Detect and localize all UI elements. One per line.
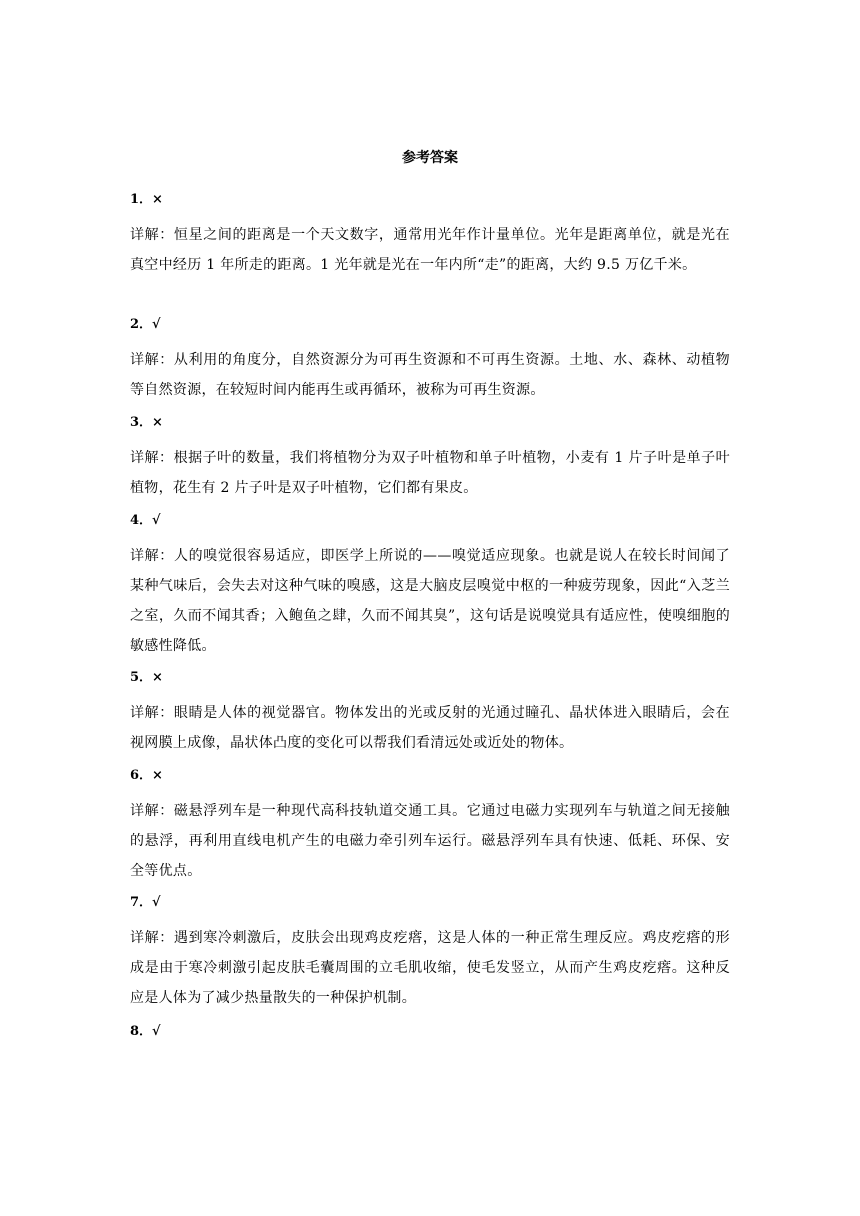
answer-number-2: 2．√ [130, 317, 161, 332]
answer-explanation-1: 详解：恒星之间的距离是一个天文数字，通常用光年作计量单位。光年是距离单位，就是光在真空中经历 1 年所走的距离。1 光年就是光在一年内所“走”的距离，大约 9.5 万亿千米。 [130, 227, 730, 273]
answer-number-4: 4．√ [130, 513, 161, 528]
answer-number-1: 1．× [130, 192, 163, 207]
answer-explanation-2: 详解：从利用的角度分，自然资源分为可再生资源和不可再生资源。土地、水、森林、动植物等自然资源，在较短时间内能再生或再循环，被称为可再生资源。 [130, 352, 730, 398]
answer-explanation-6: 详解：磁悬浮列车是一种现代高科技轨道交通工具。它通过电磁力实现列车与轨道之间无接触的悬浮，再利用直线电机产生的电磁力牵引列车运行。磁悬浮列车具有快速、低耗、环保、安全等优点。 [130, 803, 730, 879]
answer-explanation-3: 详解：根据子叶的数量，我们将植物分为双子叶植物和单子叶植物，小麦有 1 片子叶是单子叶植物，花生有 2 片子叶是双子叶植物，它们都有果皮。 [130, 450, 730, 496]
answer-explanation-4: 详解：人的嗅觉很容易适应，即医学上所说的——嗅觉适应现象。也就是说人在较长时间闻了某种气味后，会失去对这种气味的嗅感，这是大脑皮层嗅觉中枢的一种疲劳现象，因此“入芝兰之室，久而不闻其香；入鲍鱼之肆，久而不闻其臭”，这句话是说嗅觉具有适应性，使嗅细胞的敏感性降低。 [130, 548, 730, 654]
answer-number-5: 5．× [130, 670, 163, 685]
answer-number-8: 8．√ [130, 1024, 161, 1039]
answer-number-6: 6．× [130, 768, 163, 783]
answer-explanation-5: 详解：眼睛是人体的视觉器官。物体发出的光或反射的光通过瞳孔、晶状体进入眼睛后，会在视网膜上成像，晶状体凸度的变化可以帮我们看清远处或近处的物体。 [130, 705, 730, 751]
answer-number-7: 7．√ [130, 895, 161, 910]
answer-number-3: 3．× [130, 415, 163, 430]
answer-explanation-7: 详解：遇到寒冷刺激后，皮肤会出现鸡皮疙瘩，这是人体的一种正常生理反应。鸡皮疙瘩的形成是由于寒冷刺激引起皮肤毛囊周围的立毛肌收缩，使毛发竖立，从而产生鸡皮疙瘩。这种反应是人体为了减少热量散失的一种保护机制。 [130, 930, 730, 1006]
page-title: 参考答案 [402, 150, 458, 166]
